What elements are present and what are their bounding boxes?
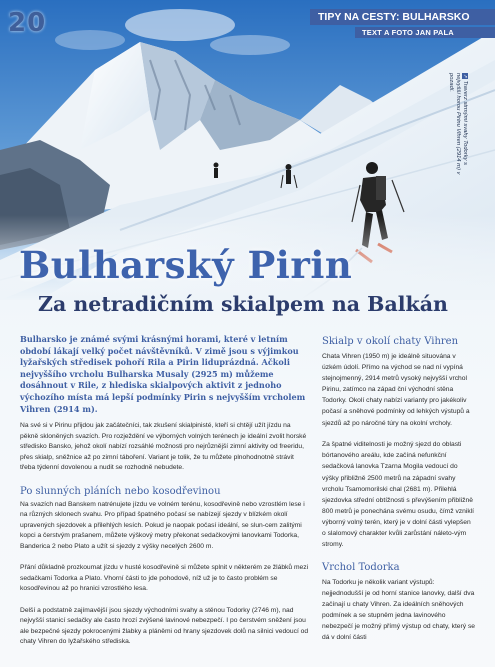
author-credit: TEXT A FOTO JAN PALA (355, 27, 495, 38)
photo-caption (448, 73, 468, 183)
article-title: Bulharský Pirin (19, 243, 353, 287)
right-column (322, 335, 475, 654)
body-paragraph: Přání důkladně prozkoumat jízdu v husté kosodřevině si můžete splnit v některém ze žlábků mezi sedačkami Todorka a Plato. Vhorní části to jde pohodově, níž už je to často problém se kosodřevinou až po hranici vzrostlého lesa. (20, 564, 309, 593)
body-paragraph: Chata Vihren (1950 m) je ideálně situována v úzkém údolí. Přímo na východ se nad ní vypíná stejnojmenný, 2914 metrů vysoký nejvyšší vrchol Pirinu, zatímco na západ ční východní stěna Todorky. Okolí chaty nabízí varianty pro jakékoliv počasí a sněhové podmínky od lehkých výstupů a sjezdů až po náročné túry na okolní vrcholy. (322, 353, 470, 427)
section-heading: Vrchol Todorka (322, 561, 400, 573)
caption-text: Traverz strmými svahy Todorky s nejvyšší horou Pirinu Vihren (2914 m) v pozadí. (448, 73, 468, 175)
page-number: 20 (8, 8, 47, 38)
lead-paragraph: Bulharsko je známé svými krásnými horami, které v letním období lákají velký počet návštěvníků. V zimě jsou s výjimkou lyžařských středisek pohoří Rila a Pirin liduprázdná. Ačkoli nejvyššího vrcholu Bulharska Musaly (2925 m) můžeme dosáhnout v Rile, z hlediska skialpových aktivit z jednoho výchozího místa má lepší podmínky Pirin s nejvyšším vrcholem Vihren (2914 m). (20, 334, 306, 414)
left-column (20, 421, 309, 658)
article-subtitle: Za netradičním skialpem na Balkán (38, 292, 448, 316)
body-paragraph: Na svazích nad Banskem natrénujete jízdu ve volném terénu, kosodřevině nebo vzrostlém lese i na různých sklonech svahu. Pro případ špatného počasí se nabízejí sjezdy v blízkém okolí upravených sjezdovek a přilehlých lesích. Pokud je naopak počasí ideální, se slun-cem zalitými kopci a čerstvým prašanem, můžete výškový metry překonat sedačkovými lanovkami Todorka, Banderica 2 nebo Plato a užít si sjezdy z výšky necelých 2600 m. (20, 500, 305, 550)
caption-arrow-icon: ↗ (462, 73, 468, 79)
section-heading: Skialp v okolí chaty Vihren (322, 336, 459, 347)
section-heading: Po slunných pláních nebo kosodřevinou (20, 485, 221, 497)
section-label: TIPY NA CESTY: BULHARSKO (310, 9, 495, 25)
intro-paragraph: Na své si v Pirinu přijdou jak začátečníci, tak zkušení skialpinisté, kteří si chtějí užít jízdu na pěkně skloněných svazích. Pro rozježdění ve výborných volných terénech je ideální zvolit horské středisko Bansko, jehož okolí nabízí rozsáhlé možnosti pro nejrůznější zimní aktivity od freeridu, přes skialp, sněžnice až po zimní táboření. Variant je tolik, že tu můžete plnohodnotně strávit třeba týdenní dovolenou a nudit se rozhodně nebudete. (20, 422, 307, 472)
body-paragraph: Za špatné viditelnosti je možný sjezd do oblasti bórtanového areálu, kde začíná nefunkční sedačková lanovka Tzarna Mogila vedoucí do výšky přibližně 2500 metrů na západní svahy vrcholu Tsamomorilski chal (2681 m). Přilehlá sjezdovka střední obtížnosti s převýšením přibližně 800 metrů je ponechána svému osudu, čímž vzniklí výborný volný terén, který je v dolní části vylepšen o slalomový charakter kvůli zarůstání náleto-vým stromy. (322, 441, 475, 549)
body-paragraph: Delší a podstatně zajímavější jsou sjezdy východními svahy a stěnou Todorky (2746 m), nad nejvyšší stanicí sedačky ale často hrozí zvýšené lavinové nebezpečí. I po čerstvém sněžení jsou ale bezpečné sjezdy pokrocenými žlabky a pláněmi od hrany sjezdovek dolů na silnici vedoucí od chaty Vihren do lyžařského střediska. (20, 606, 309, 646)
body-paragraph: Na Todorku je několik variant výstupů: nejjednodušší je od horní stanice lanovky, další dva začínají u chaty Vihren. Za ideálních sněhových podmínek a se stupněm jedna lavinového nebezpečí je možný přímý výstup od chaty, který se dá v dolní části (322, 578, 476, 642)
